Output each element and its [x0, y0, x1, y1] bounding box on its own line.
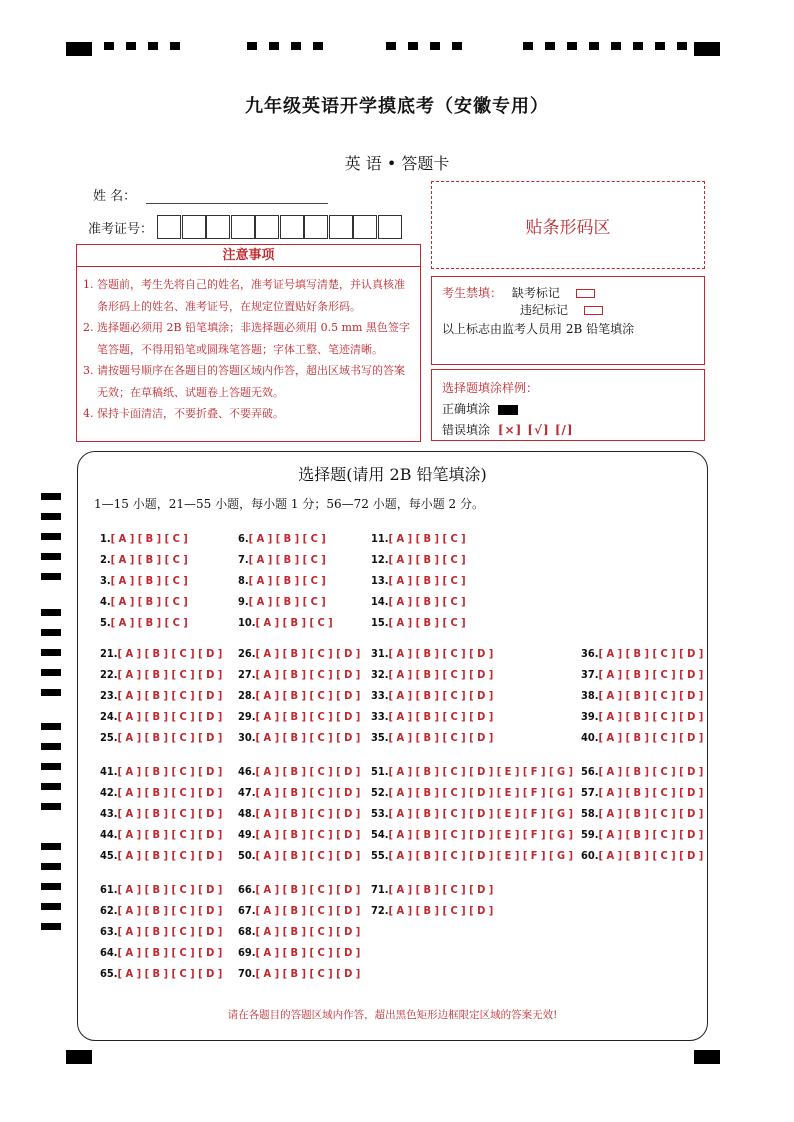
question-item[interactable]: [371, 765, 573, 778]
question-number: 5.: [100, 616, 111, 629]
timing-mark: [41, 723, 61, 730]
question-number: 12.: [371, 553, 389, 566]
question-item[interactable]: [371, 668, 493, 681]
question-options[interactable]: [ A ] [ B ] [ C ] [ D ]: [255, 967, 361, 980]
choice-section: [77, 451, 708, 1041]
timing-mark: [41, 533, 61, 540]
timing-mark: [41, 743, 61, 750]
question-item[interactable]: [100, 553, 188, 566]
correct-fill-example: [498, 405, 518, 415]
notice-item-text: 选择题必须用 2B 铅笔填涂；非选择题必须用 0.5 mm 黑色签字笔答题，不得用铅笔或圆珠笔答题；字体工整、笔迹清晰。: [97, 321, 410, 356]
answer-sheet-subtitle: 英 语 • 答题卡: [344, 154, 450, 173]
barcode-area: [431, 181, 705, 269]
question-number: 64.: [100, 946, 118, 959]
question-item[interactable]: [371, 883, 493, 896]
question-item[interactable]: [581, 647, 703, 660]
question-number: 30.: [238, 731, 256, 744]
question-number: 53.: [371, 807, 389, 820]
violation-mark-label: 违纪标记: [520, 303, 569, 317]
question-options[interactable]: [ A ] [ B ] [ C ] [ D ]: [255, 765, 361, 778]
question-number: 35.: [371, 731, 389, 744]
question-item[interactable]: [100, 731, 222, 744]
question-item[interactable]: [100, 946, 222, 959]
timing-mark: [41, 553, 61, 560]
question-item[interactable]: [100, 925, 222, 938]
question-item[interactable]: [100, 574, 188, 587]
question-number: 10.: [238, 616, 256, 629]
notice-item: [83, 274, 412, 317]
question-number: 40.: [581, 731, 599, 744]
question-options[interactable]: [ A ] [ B ] [ C ]: [110, 595, 188, 608]
notice-item-number: 4.: [83, 407, 94, 420]
question-item[interactable]: [100, 904, 222, 917]
question-number: 70.: [238, 967, 256, 980]
question-number: 2.: [100, 553, 111, 566]
question-options[interactable]: [ A ] [ B ] [ C ] [ D ]: [117, 925, 223, 938]
timing-mark: [41, 513, 61, 520]
question-number: 41.: [100, 765, 118, 778]
notice-heading: 注意事项: [77, 245, 420, 267]
timing-mark: [313, 42, 323, 50]
exam-id-digit-box[interactable]: [353, 215, 377, 239]
name-label: 姓 名：: [93, 189, 137, 204]
scoring-rule: 1—15 小题，21—55 小题，每小题 1 分；56—72 小题，每小题 2 分。: [94, 497, 484, 511]
question-number: 1.: [100, 532, 111, 545]
question-item[interactable]: [371, 731, 493, 744]
question-number: 52.: [371, 786, 389, 799]
timing-mark: [41, 689, 61, 696]
question-options[interactable]: [ A ] [ B ] [ C ] [ D ]: [388, 647, 494, 660]
question-options[interactable]: [ A ] [ B ] [ C ] [ D ] [ E ] [ F ] [ G ]: [388, 828, 574, 841]
timing-mark: [633, 42, 643, 50]
question-item[interactable]: [581, 689, 703, 702]
timing-mark: [523, 42, 533, 50]
question-number: 23.: [100, 689, 118, 702]
question-item[interactable]: [581, 668, 703, 681]
violation-mark-box[interactable]: [584, 306, 603, 315]
timing-mark: [567, 42, 577, 50]
exam-id-field: [88, 215, 402, 239]
question-options[interactable]: [ A ] [ B ] [ C ] [ D ]: [255, 807, 361, 820]
timing-mark: [386, 42, 396, 50]
question-item[interactable]: [100, 710, 222, 723]
question-item[interactable]: [371, 689, 493, 702]
question-number: 56.: [581, 765, 599, 778]
question-options[interactable]: [ A ] [ B ] [ C ]: [248, 553, 326, 566]
question-number: 37.: [581, 668, 599, 681]
question-item[interactable]: [371, 807, 573, 820]
timing-mark: [104, 42, 114, 50]
timing-mark: [247, 42, 257, 50]
question-options[interactable]: [ A ] [ B ] [ C ]: [110, 553, 188, 566]
question-item[interactable]: [371, 849, 573, 862]
question-item[interactable]: [100, 532, 188, 545]
question-number: 51.: [371, 765, 389, 778]
fill-sample-label: 选择题填涂样例：: [442, 381, 539, 395]
question-options[interactable]: [ A ] [ B ] [ C ]: [248, 595, 326, 608]
correct-fill-label: 正确填涂: [442, 402, 491, 416]
question-number: 21.: [100, 647, 118, 660]
timing-mark: [41, 629, 61, 636]
question-options[interactable]: [ A ] [ B ] [ C ] [ D ]: [117, 710, 223, 723]
question-options[interactable]: [ A ] [ B ] [ C ]: [110, 532, 188, 545]
question-item[interactable]: [238, 553, 326, 566]
question-options[interactable]: [ A ] [ B ] [ C ] [ D ]: [388, 904, 494, 917]
exam-id-digit-box[interactable]: [231, 215, 255, 239]
question-options[interactable]: [ A ] [ B ] [ C ]: [388, 574, 466, 587]
question-item[interactable]: [100, 967, 222, 980]
question-options[interactable]: [ A ] [ B ] [ C ] [ D ]: [388, 668, 494, 681]
question-item[interactable]: [238, 595, 326, 608]
question-options[interactable]: [ A ] [ B ] [ C ] [ D ] [ E ] [ F ] [ G ]: [388, 849, 574, 862]
question-item[interactable]: [371, 595, 466, 608]
timing-mark: [41, 493, 61, 500]
timing-mark: [545, 42, 555, 50]
question-number: 71.: [371, 883, 389, 896]
question-number: 36.: [581, 647, 599, 660]
question-options[interactable]: [ A ] [ B ] [ C ] [ D ]: [117, 904, 223, 917]
notice-item-number: 2.: [83, 321, 94, 334]
question-options[interactable]: [ A ] [ B ] [ C ]: [388, 595, 466, 608]
question-options[interactable]: [ A ] [ B ] [ C ]: [248, 574, 326, 587]
question-number: 44.: [100, 828, 118, 841]
question-item[interactable]: [100, 689, 222, 702]
timing-mark: [148, 42, 158, 50]
question-number: 4.: [100, 595, 111, 608]
question-item[interactable]: [238, 849, 360, 862]
question-options[interactable]: [ A ] [ B ] [ C ] [ D ] [ E ] [ F ] [ G ]: [388, 765, 574, 778]
question-number: 54.: [371, 828, 389, 841]
question-number: 22.: [100, 668, 118, 681]
timing-mark: [41, 863, 61, 870]
barcode-label: 贴条形码区: [525, 217, 611, 238]
question-number: 61.: [100, 883, 118, 896]
question-number: 65.: [100, 967, 118, 980]
question-number: 55.: [371, 849, 389, 862]
question-options[interactable]: [ A ] [ B ] [ C ] [ D ]: [255, 828, 361, 841]
question-options[interactable]: [ A ] [ B ] [ C ]: [388, 616, 466, 629]
question-item[interactable]: [100, 807, 222, 820]
question-number: 46.: [238, 765, 256, 778]
question-options[interactable]: [ A ] [ B ] [ C ] [ D ]: [117, 689, 223, 702]
question-number: 43.: [100, 807, 118, 820]
exam-id-label: 准考证号：: [88, 221, 154, 237]
question-item[interactable]: [371, 532, 466, 545]
exam-id-digit-box[interactable]: [280, 215, 304, 239]
wrong-fill-examples: [×] [√] [/]: [497, 423, 574, 437]
notice-item-number: 1.: [83, 278, 94, 291]
question-options[interactable]: [ A ] [ B ] [ C ] [ D ]: [388, 731, 494, 744]
question-item[interactable]: [371, 647, 493, 660]
timing-mark: [430, 42, 440, 50]
question-options[interactable]: [ A ] [ B ] [ C ] [ D ]: [255, 925, 361, 938]
notice-item-text: 请按题号顺序在各题目的答题区域内作答，超出区域书写的答案无效；在草稿纸、试题卷上答题无效。: [97, 364, 405, 399]
timing-mark: [41, 609, 61, 616]
question-number: 63.: [100, 925, 118, 938]
question-item[interactable]: [238, 731, 360, 744]
timing-mark: [41, 843, 61, 850]
question-item[interactable]: [100, 616, 188, 629]
exam-id-digit-box[interactable]: [157, 215, 181, 239]
question-options[interactable]: [ A ] [ B ] [ C ] [ D ]: [598, 647, 704, 660]
question-options[interactable]: [ A ] [ B ] [ C ] [ D ]: [117, 786, 223, 799]
question-options[interactable]: [ A ] [ B ] [ C ] [ D ] [ E ] [ F ] [ G ]: [388, 786, 574, 799]
question-options[interactable]: [ A ] [ B ] [ C ] [ D ]: [117, 967, 223, 980]
question-number: 26.: [238, 647, 256, 660]
question-options[interactable]: [ A ] [ B ] [ C ] [ D ]: [255, 668, 361, 681]
question-item[interactable]: [238, 574, 326, 587]
question-item[interactable]: [238, 689, 360, 702]
answer-area-warning: 请在各题目的答题区域内作答，超出黑色矩形边框限定区域的答案无效!: [227, 1009, 558, 1021]
question-number: 47.: [238, 786, 256, 799]
question-number: 68.: [238, 925, 256, 938]
question-item[interactable]: [238, 904, 360, 917]
question-item[interactable]: [371, 828, 573, 841]
question-options[interactable]: [ A ] [ B ] [ C ] [ D ]: [255, 731, 361, 744]
question-options[interactable]: [ A ] [ B ] [ C ] [ D ]: [117, 731, 223, 744]
exam-id-digit-box[interactable]: [255, 215, 279, 239]
question-options[interactable]: [ A ] [ B ] [ C ] [ D ]: [598, 807, 704, 820]
question-number: 45.: [100, 849, 118, 862]
proctor-note: 以上标志由监考人员用 2B 铅笔填涂: [442, 322, 635, 336]
question-item[interactable]: [371, 710, 493, 723]
question-item[interactable]: [238, 967, 360, 980]
absent-mark-label: 缺考标记: [511, 286, 560, 300]
question-number: 50.: [238, 849, 256, 862]
exam-id-digit-box[interactable]: [182, 215, 206, 239]
name-line[interactable]: [146, 188, 328, 204]
timing-mark: [269, 42, 279, 50]
question-options[interactable]: [ A ] [ B ] [ C ] [ D ]: [117, 883, 223, 896]
question-item[interactable]: [581, 807, 703, 820]
exam-id-digit-box[interactable]: [329, 215, 353, 239]
fill-sample-box: [431, 369, 705, 441]
question-number: 48.: [238, 807, 256, 820]
question-number: 28.: [238, 689, 256, 702]
timing-mark: [66, 42, 92, 56]
absent-mark-box[interactable]: [576, 289, 595, 298]
question-number: 11.: [371, 532, 389, 545]
proctor-only-box: [431, 276, 705, 365]
question-number: 39.: [581, 710, 599, 723]
timing-mark: [41, 903, 61, 910]
question-number: 59.: [581, 828, 599, 841]
timing-mark: [126, 42, 136, 50]
question-number: 72.: [371, 904, 389, 917]
timing-mark: [611, 42, 621, 50]
exam-id-boxes: [157, 215, 402, 239]
question-item[interactable]: [581, 828, 703, 841]
question-number: 69.: [238, 946, 256, 959]
notice-item: [83, 317, 412, 360]
question-number: 27.: [238, 668, 256, 681]
question-options[interactable]: [ A ] [ B ] [ C ] [ D ]: [255, 689, 361, 702]
question-number: 25.: [100, 731, 118, 744]
question-number: 57.: [581, 786, 599, 799]
question-number: 60.: [581, 849, 599, 862]
choice-section-title: 选择题(请用 2B 铅笔填涂): [298, 465, 487, 484]
question-options[interactable]: [ A ] [ B ] [ C ] [ D ]: [255, 710, 361, 723]
question-options[interactable]: [ A ] [ B ] [ C ] [ D ]: [117, 946, 223, 959]
question-options[interactable]: [ A ] [ B ] [ C ] [ D ]: [598, 668, 704, 681]
notice-item: [83, 360, 412, 403]
question-item[interactable]: [371, 616, 466, 629]
question-item[interactable]: [100, 668, 222, 681]
question-number: 67.: [238, 904, 256, 917]
exam-id-digit-box[interactable]: [304, 215, 328, 239]
question-options[interactable]: [ A ] [ B ] [ C ] [ D ]: [388, 689, 494, 702]
question-options[interactable]: [ A ] [ B ] [ C ] [ D ]: [598, 765, 704, 778]
notice-item: [83, 403, 412, 425]
question-options[interactable]: [ A ] [ B ] [ C ] [ D ]: [255, 786, 361, 799]
question-options[interactable]: [ A ] [ B ] [ C ] [ D ]: [388, 883, 494, 896]
timing-mark: [41, 649, 61, 656]
timing-mark: [41, 763, 61, 770]
question-options[interactable]: [ A ] [ B ] [ C ] [ D ] [ E ] [ F ] [ G ]: [388, 807, 574, 820]
question-options[interactable]: [ A ] [ B ] [ C ] [ D ]: [598, 786, 704, 799]
question-item[interactable]: [238, 828, 360, 841]
question-item[interactable]: [238, 647, 360, 660]
question-number: 3.: [100, 574, 111, 587]
question-item[interactable]: [100, 828, 222, 841]
page-title: 九年级英语开学摸底考（安徽专用）: [245, 96, 549, 117]
timing-mark: [41, 783, 61, 790]
question-number: 13.: [371, 574, 389, 587]
timing-mark: [41, 803, 61, 810]
question-options[interactable]: [ A ] [ B ] [ C ] [ D ]: [117, 647, 223, 660]
question-options[interactable]: [ A ] [ B ] [ C ] [ D ]: [255, 883, 361, 896]
question-options[interactable]: [ A ] [ B ] [ C ] [ D ]: [255, 946, 361, 959]
question-options[interactable]: [ A ] [ B ] [ C ] [ D ]: [598, 849, 704, 862]
question-options[interactable]: [ A ] [ B ] [ C ] [ D ]: [598, 828, 704, 841]
question-number: 33.: [371, 689, 389, 702]
question-item[interactable]: [371, 904, 493, 917]
question-number: 7.: [238, 553, 249, 566]
question-number: 62.: [100, 904, 118, 917]
timing-mark: [694, 1050, 720, 1064]
question-item[interactable]: [581, 765, 703, 778]
question-item[interactable]: [371, 574, 466, 587]
question-options[interactable]: [ A ] [ B ] [ C ]: [110, 616, 188, 629]
question-options[interactable]: [ A ] [ B ] [ C ] [ D ]: [598, 710, 704, 723]
question-options[interactable]: [ A ] [ B ] [ C ] [ D ]: [117, 849, 223, 862]
question-number: 6.: [238, 532, 249, 545]
timing-mark: [41, 883, 61, 890]
question-options[interactable]: [ A ] [ B ] [ C ] [ D ]: [598, 689, 704, 702]
timing-mark: [655, 42, 665, 50]
timing-mark: [677, 42, 687, 50]
question-number: 31.: [371, 647, 389, 660]
notice-item-text: 保持卡面清洁，不要折叠、不要弄破。: [97, 407, 284, 420]
notice-list: [77, 267, 420, 425]
question-options[interactable]: [ A ] [ B ] [ C ] [ D ]: [117, 668, 223, 681]
question-options[interactable]: [ A ] [ B ] [ C ] [ D ]: [388, 710, 494, 723]
question-number: 33.: [371, 710, 389, 723]
question-options[interactable]: [ A ] [ B ] [ C ]: [110, 574, 188, 587]
question-options[interactable]: [ A ] [ B ] [ C ]: [255, 616, 333, 629]
question-item[interactable]: [581, 731, 703, 744]
question-item[interactable]: [238, 668, 360, 681]
question-item[interactable]: [238, 807, 360, 820]
timing-mark: [408, 42, 418, 50]
timing-mark: [291, 42, 301, 50]
question-number: 49.: [238, 828, 256, 841]
question-item[interactable]: [238, 616, 333, 629]
question-options[interactable]: [ A ] [ B ] [ C ] [ D ]: [255, 647, 361, 660]
proctor-only-label: 考生禁填：: [442, 286, 503, 300]
question-item[interactable]: [100, 849, 222, 862]
timing-mark: [170, 42, 180, 50]
question-item[interactable]: [581, 786, 703, 799]
question-number: 29.: [238, 710, 256, 723]
question-item[interactable]: [238, 883, 360, 896]
timing-mark: [452, 42, 462, 50]
question-number: 9.: [238, 595, 249, 608]
question-number: 24.: [100, 710, 118, 723]
question-options[interactable]: [ A ] [ B ] [ C ] [ D ]: [117, 828, 223, 841]
question-options[interactable]: [ A ] [ B ] [ C ]: [248, 532, 326, 545]
notice-box: [76, 244, 421, 442]
question-options[interactable]: [ A ] [ B ] [ C ] [ D ]: [117, 807, 223, 820]
question-number: 58.: [581, 807, 599, 820]
question-item[interactable]: [100, 647, 222, 660]
question-number: 42.: [100, 786, 118, 799]
exam-id-digit-box[interactable]: [378, 215, 402, 239]
timing-mark: [41, 923, 61, 930]
timing-mark: [66, 1050, 92, 1064]
question-item[interactable]: [100, 786, 222, 799]
question-number: 66.: [238, 883, 256, 896]
timing-mark: [41, 669, 61, 676]
question-number: 38.: [581, 689, 599, 702]
question-number: 32.: [371, 668, 389, 681]
question-item[interactable]: [581, 710, 703, 723]
question-options[interactable]: [ A ] [ B ] [ C ] [ D ]: [598, 731, 704, 744]
question-options[interactable]: [ A ] [ B ] [ C ]: [388, 553, 466, 566]
notice-item-text: 答题前，考生先将自己的姓名，准考证号填写清楚，并认真核准条形码上的姓名、准考证号，在规定位置贴好条形码。: [97, 278, 405, 313]
timing-mark: [694, 42, 720, 56]
wrong-fill-label: 错误填涂: [442, 423, 491, 437]
timing-mark: [589, 42, 599, 50]
question-item[interactable]: [371, 786, 573, 799]
question-item[interactable]: [581, 849, 703, 862]
exam-id-digit-box[interactable]: [206, 215, 230, 239]
question-options[interactable]: [ A ] [ B ] [ C ] [ D ]: [255, 904, 361, 917]
question-number: 14.: [371, 595, 389, 608]
question-item[interactable]: [238, 765, 360, 778]
question-options[interactable]: [ A ] [ B ] [ C ] [ D ]: [117, 765, 223, 778]
question-item[interactable]: [371, 553, 466, 566]
question-item[interactable]: [238, 946, 360, 959]
question-options[interactable]: [ A ] [ B ] [ C ] [ D ]: [255, 849, 361, 862]
question-number: 8.: [238, 574, 249, 587]
timing-mark: [41, 573, 61, 580]
question-options[interactable]: [ A ] [ B ] [ C ]: [388, 532, 466, 545]
question-item[interactable]: [100, 883, 222, 896]
question-item[interactable]: [238, 786, 360, 799]
question-item[interactable]: [238, 925, 360, 938]
question-item[interactable]: [238, 532, 326, 545]
notice-item-number: 3.: [83, 364, 94, 377]
question-item[interactable]: [100, 765, 222, 778]
question-item[interactable]: [100, 595, 188, 608]
question-number: 15.: [371, 616, 389, 629]
question-item[interactable]: [238, 710, 360, 723]
name-field[interactable]: [93, 185, 328, 204]
